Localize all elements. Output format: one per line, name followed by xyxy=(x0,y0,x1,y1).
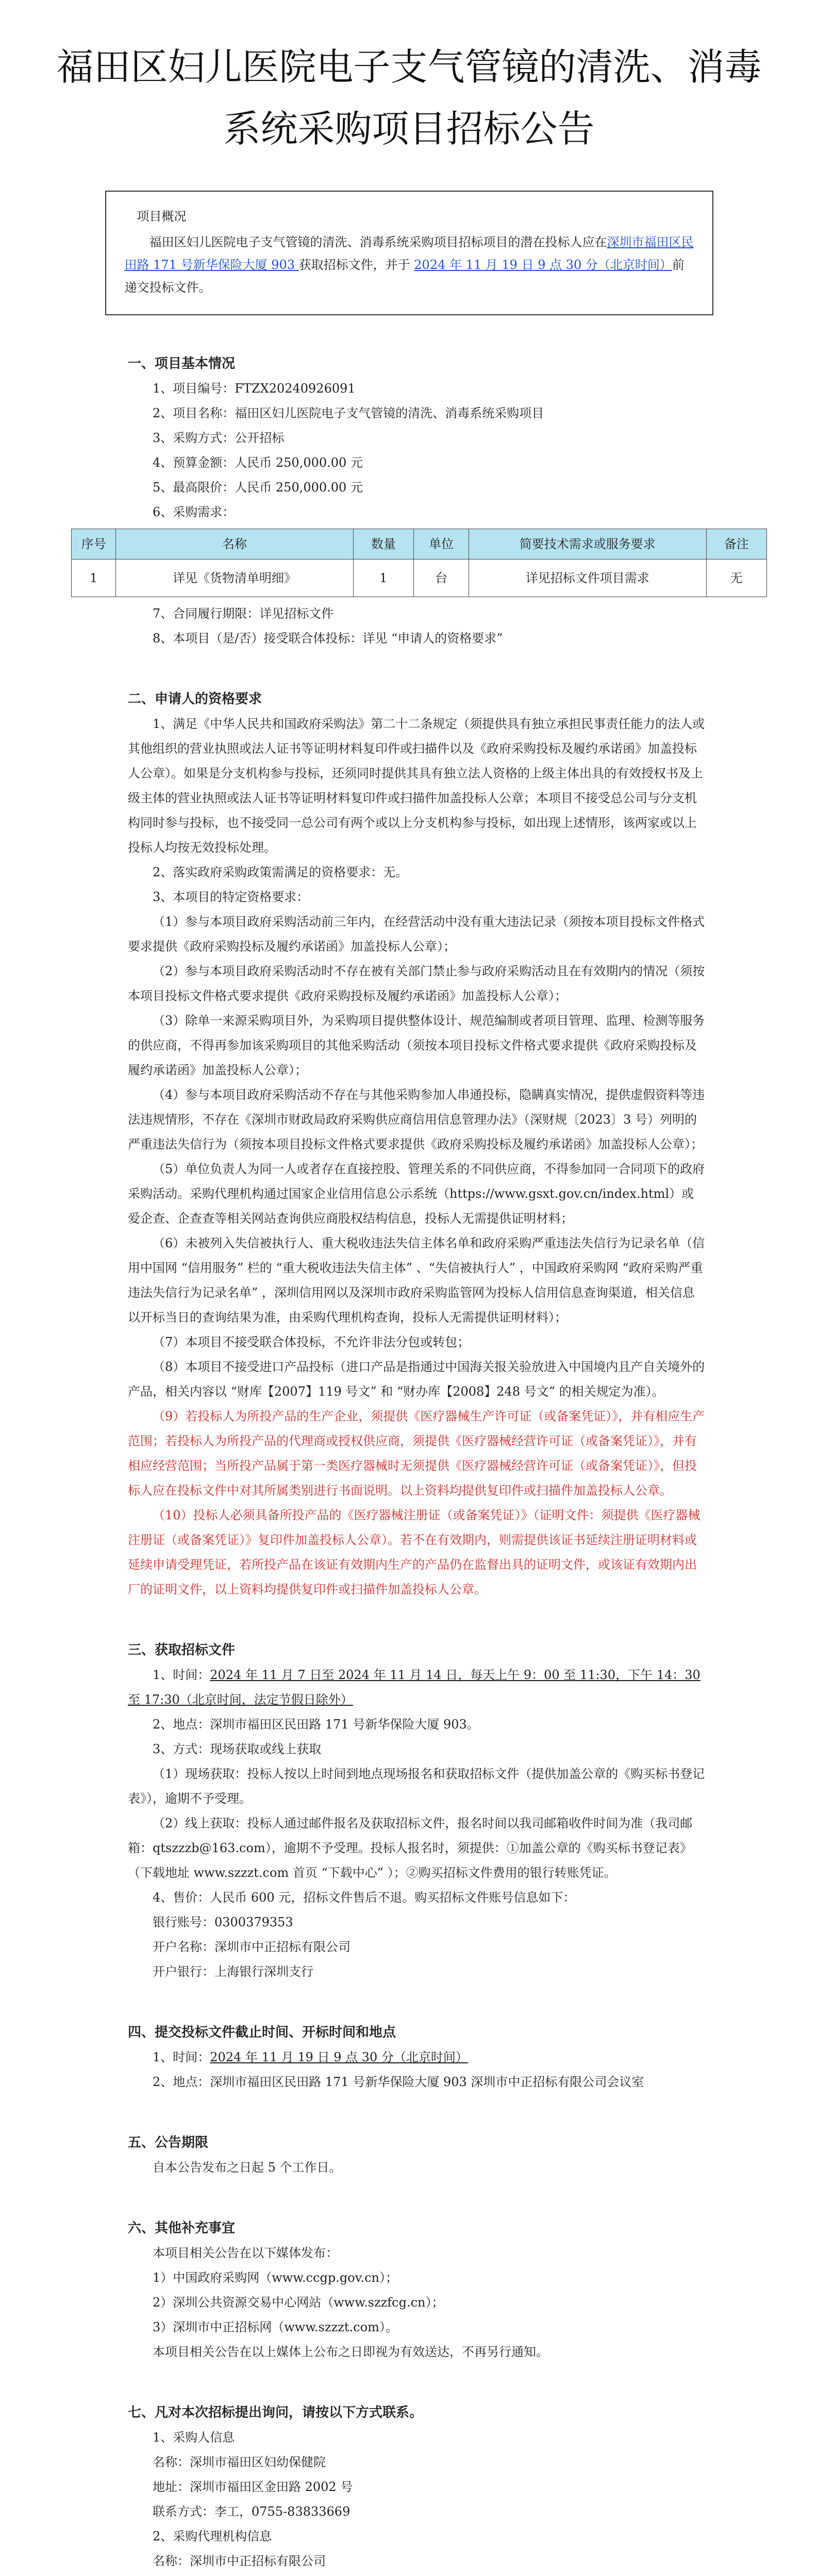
table-header-cell: 名称 xyxy=(116,529,353,560)
bank-account-name: 开户名称：深圳市中正招标有限公司 xyxy=(153,1940,350,1954)
qualification-item: （6）未被列入失信被执行人、重大税收违法失信主体名单和政府采购严重违法失信行为记录名单（信用中国网 “信用服务” 栏的 “重大税收违法失信主体” 、“失信被执行人” ，中国政府采购网 “政府采购严重违法失信行为记录名单” ，深圳信用网以及深圳市政府采购监管网为投标人信用信息查询渠道，相关信息以开标当日的查询结果为准，由采购代理机构查询，投标人无需提供证明材料）； xyxy=(128,1236,705,1325)
obtain-place: 2、地点：深圳市福田区民田路 171 号新华保险大厦 903。 xyxy=(153,1717,479,1732)
contact-line: 名称：深圳市中正招标有限公司 xyxy=(153,2554,326,2568)
document-price: 4、售价：人民币 600 元，招标文件售后不退。购买招标文件账号信息如下： xyxy=(153,1890,576,1905)
section-1-heading: 一、项目基本情况 xyxy=(128,356,236,371)
announcement-body xyxy=(81,351,749,2576)
notice-period: 自本公告发布之日起 5 个工作日。 xyxy=(153,2160,342,2175)
qualification-3: 3、本项目的特定资格要求： xyxy=(153,890,309,904)
table-cell: 详见招标文件项目需求 xyxy=(469,560,706,597)
title-line-2: 系统采购项目招标公告 xyxy=(223,107,595,150)
qualification-item: （4）参与本项目政府采购活动不存在与其他采购参加人串通投标，隐瞒真实情况，提供虚假资料等违法违规情形，不存在《深圳市财政局政府采购供应商信用信息管理办法》（深财规〔2023〕3 号）列明的严重违法失信行为（须按本项目投标文件格式要求提供《政府采购投标及履约承诺函》加盖投标人公章）； xyxy=(128,1088,705,1151)
table-cell: 1 xyxy=(72,560,116,597)
deadline-time-label: 1、时间： xyxy=(153,2050,210,2064)
section-1-lines xyxy=(128,376,705,524)
contact-line: 名称：深圳市福田区妇幼保健院 xyxy=(153,2455,326,2469)
qualification-item: （8）本项目不接受进口产品投标（进口产品是指通过中国海关报关验放进入中国境内且产自关境外的产品，相关内容以 “财库【2007】119 号文” 和 “财办库【2008】248 号文” 的相关规定为准）。 xyxy=(128,1360,705,1399)
media-note: 本项目相关公告在以上媒体上公布之日即视为有效送达，不再另行通知。 xyxy=(153,2345,548,2359)
media-intro: 本项目相关公告在以下媒体发布： xyxy=(153,2246,338,2260)
contact-line: 地址：深圳市福田区金田路 2002 号 xyxy=(153,2480,353,2494)
consortium-bidding: 8、本项目（是/否）接受联合体投标：详见 “申请人的资格要求” xyxy=(153,631,503,646)
qualification-item: （7）本项目不接受联合体投标，不允许非法分包或转包； xyxy=(153,1335,470,1349)
media-item: 3）深圳市中正招标网（www.szzzt.com）。 xyxy=(153,2320,398,2334)
requirements-table xyxy=(71,529,767,597)
project-code: 1、项目编号：FTZX20240926091 xyxy=(153,381,356,396)
section-7-heading: 七、凡对本次招标提出询问，请按以下方式联系。 xyxy=(128,2405,423,2420)
table-header-cell: 备注 xyxy=(706,529,766,560)
qualification-2: 2、落实政府采购政策需满足的资格要求：无。 xyxy=(153,865,408,879)
table-cell: 无 xyxy=(706,560,766,597)
obtain-online: （2）线上获取：投标人通过邮件报名及获取招标文件，报名时间以我司邮箱收件时间为准（我司邮箱：qtszzzb@163.com），逾期不予受理。投标人报名时，须提供：①加盖公章的《购买标书登记表》（下载地址 www.szzzt.com 首页 “下载中心” ）；②购买招标文件费用的银行转账凭证。 xyxy=(128,1816,693,1880)
obtain-time-value: 2024 年 11 月 7 日至 2024 年 11 月 14 日，每天上午 9：00 至 11:30，下午 14：30 至 17:30（北京时间，法定节假日除外） xyxy=(128,1668,700,1707)
section-2-heading: 二、申请人的资格要求 xyxy=(128,691,262,707)
deadline-place: 2、地点：深圳市福田区民田路 171 号新华保险大厦 903 深圳市中正招标有限公司会议室 xyxy=(153,2075,644,2089)
section-5-heading: 五、公告期限 xyxy=(128,2135,209,2150)
qualification-item: （1）参与本项目政府采购活动前三年内，在经营活动中没有重大违法记录（须按本项目投标文件格式要求提供《政府采购投标及履约承诺函》加盖投标人公章）； xyxy=(128,914,705,954)
overview-heading: 项目概况 xyxy=(137,209,187,224)
deadline-time xyxy=(128,2045,705,2070)
media-item: 2）深圳公共资源交易中心网站（www.szzfcg.cn）； xyxy=(153,2295,444,2310)
contact-line: 联系方式：李工，0755-83833669 xyxy=(153,2504,350,2519)
bank-account: 银行账号：0300379353 xyxy=(153,1915,293,1929)
bank-name: 开户银行：上海银行深圳支行 xyxy=(153,1964,313,1979)
project-overview-box xyxy=(105,191,713,315)
qualification-item-highlighted: （9）若投标人为所投产品的生产企业，须提供《医疗器械生产许可证（或备案凭证）》，并有相应生产范围；若投标人为所投产品的代理商或授权供应商，须提供《医疗器械经营许可证（或备案凭证）》，并有相应经营范围；当所投产品属于第一类医疗器械时无须提供《医疗器械经营许可证（或备案凭证）》，但投标人应在投标文件中对其所属类别进行书面说明。以上资料均提供复印件或扫描件加盖投标人公章。 xyxy=(128,1409,705,1498)
table-cell: 台 xyxy=(414,560,469,597)
obtain-time-label: 1、时间： xyxy=(153,1668,210,1682)
section-1-after xyxy=(128,601,705,651)
overview-text-a: 福田区妇儿医院电子支气管镜的清洗、消毒系统采购项目招标项目的潜在投标人应在 xyxy=(149,235,607,249)
qualification-item: （5）单位负责人为同一人或者存在直接控股、管理关系的不同供应商，不得参加同一合同项下的政府采购活动。采购代理机构通过国家企业信用信息公示系统（https://www.gsxt.gov.cn/index.html）或爱企查、企查查等相关网站查询供应商股权结构信息，投标人无需提供证明材料； xyxy=(128,1162,705,1226)
table-header-cell: 数量 xyxy=(353,529,413,560)
section-4-heading: 四、提交投标文件截止时间、开标时间和地点 xyxy=(128,2025,396,2040)
overview-text xyxy=(125,231,694,299)
qualification-item: （3）除单一来源采购项目外，为采购项目提供整体设计、规范编制或者项目管理、监理、检测等服务的供应商，不得再参加该采购项目的其他采购活动（须按本项目投标文件格式要求提供《政府采购投标及履约承诺函》加盖投标人公章）； xyxy=(128,1013,705,1077)
table-header-cell: 序号 xyxy=(72,529,116,560)
table-header-row xyxy=(72,529,767,560)
contact-line: 1、采购人信息 xyxy=(153,2430,235,2445)
table-header-cell: 简要技术需求或服务要求 xyxy=(469,529,706,560)
title-block xyxy=(0,0,818,160)
overview-text-e: 前递交投标文件。 xyxy=(124,258,685,295)
contact-line: 2、采购代理机构信息 xyxy=(153,2529,272,2544)
table-cell: 详见《货物清单明细》 xyxy=(116,560,353,597)
overview-text-c: 获取招标文件，并于 xyxy=(298,258,414,272)
media-item: 1）中国政府采购网（www.ccgp.gov.cn）； xyxy=(153,2270,398,2285)
obtain-onsite: （1）现场获取：投标人按以上时间到地点现场报名和获取招标文件（提供加盖公章的《购买标书登记表》），逾期不予受理。 xyxy=(128,1767,705,1806)
title-line-1: 福田区妇儿医院电子支气管镜的清洗、消毒 xyxy=(56,45,762,89)
budget-amount: 4、预算金额：人民币 250,000.00 元 xyxy=(153,455,363,470)
qualification-item: （2）参与本项目政府采购活动时不存在被有关部门禁止参与政府采购活动且在有效期内的情况（须按本项目投标文件格式要求提供《政府采购投标及履约承诺函》加盖投标人公章）； xyxy=(128,964,705,1003)
procurement-method: 3、采购方式：公开招标 xyxy=(153,431,285,445)
max-price: 5、最高限价：人民币 250,000.00 元 xyxy=(153,480,363,495)
procurement-needs-label: 6、采购需求： xyxy=(153,505,235,519)
section-3-heading: 三、获取招标文件 xyxy=(128,1642,236,1658)
overview-address: 深圳市福田区民田路 171 号新华保险大厦 903 xyxy=(124,235,694,272)
contract-period: 7、合同履行期限：详见招标文件 xyxy=(153,606,334,621)
obtain-method: 3、方式：现场获取或线上获取 xyxy=(153,1742,322,1756)
obtain-time xyxy=(128,1663,705,1712)
qualification-1: 1、满足《中华人民共和国政府采购法》第二十二条规定（须提供具有独立承担民事责任能力的法人或其他组织的营业执照或法人证书等证明材料复印件或扫描件以及《政府采购投标及履约承诺函》加盖投标人公章）。如果是分支机构参与投标，还须同时提供其具有独立法人资格的上级主体出具的有效授权书及上级主体的营业执照或法人证书等证明材料复印件或扫描件加盖投标人公章；本项目不接受总公司与分支机构同时参与投标，也不接受同一总公司有两个或以上分支机构参与投标，如出现上述情形，该两家或以上投标人均按无效投标处理。 xyxy=(128,717,705,855)
overview-deadline: 2024 年 11 月 19 日 9 点 30 分（北京时间） xyxy=(414,258,672,272)
qualification-item-highlighted: （10）投标人必须具备所投产品的《医疗器械注册证（或备案凭证）》（证明文件：须提供《医疗器械注册证（或备案凭证）》复印件加盖投标人公章）。若不在有效期内，则需提供该证书延续注册证明材料或延续申请受理凭证，若所投产品在该证有效期内生产的产品仍在监督出具的证明文件，或该证有效期内出厂的证明文件，以上资料均提供复印件或扫描件加盖投标人公章。 xyxy=(128,1508,700,1597)
table-row xyxy=(72,560,767,597)
contact-line xyxy=(128,2573,705,2576)
project-name: 2、项目名称：福田区妇儿医院电子支气管镜的清洗、消毒系统采购项目 xyxy=(153,406,544,420)
table-cell: 1 xyxy=(353,560,413,597)
deadline-time-value: 2024 年 11 月 19 日 9 点 30 分（北京时间） xyxy=(210,2050,468,2064)
table-header-cell: 单位 xyxy=(414,529,469,560)
section-6-heading: 六、其他补充事宜 xyxy=(128,2221,236,2236)
